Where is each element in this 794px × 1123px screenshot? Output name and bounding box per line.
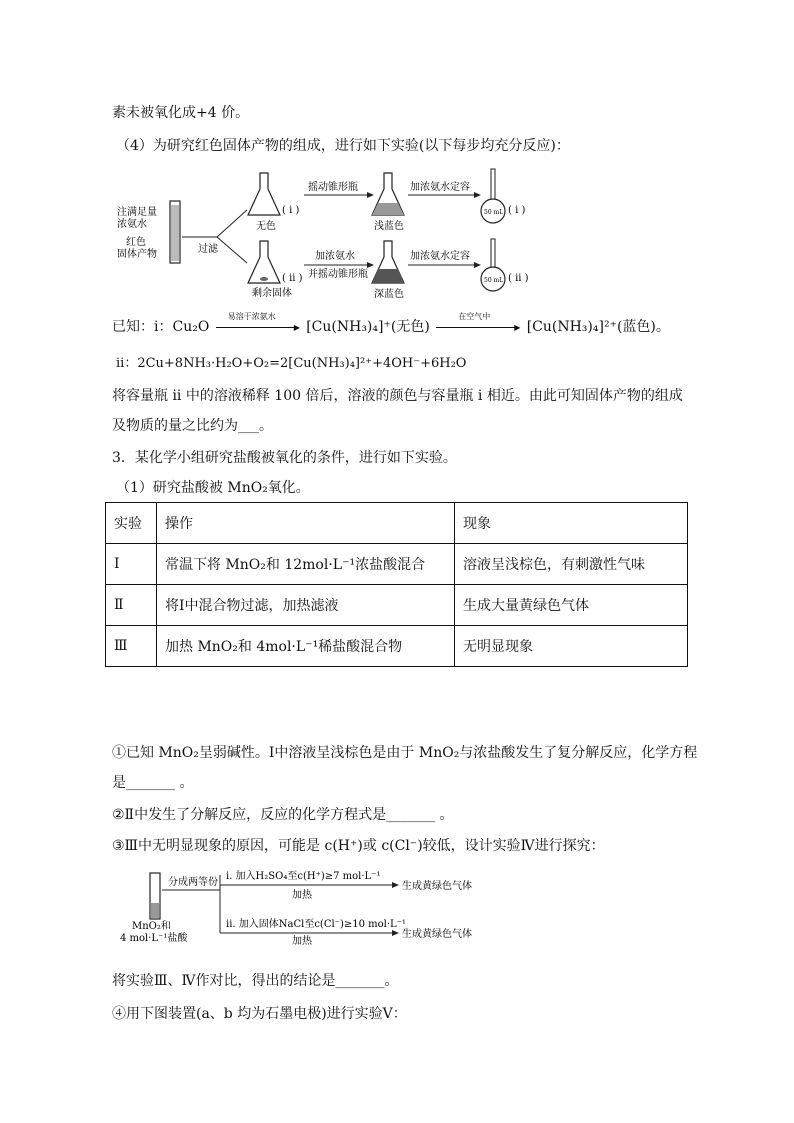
tube-label-4: 固体产物 [117, 249, 157, 260]
conical-flask-icon [248, 241, 280, 283]
flask-ii-caption: 剩余固体 [252, 288, 292, 299]
tube-label-3: 红色 [126, 237, 146, 248]
table-header-cell: 现象 [455, 503, 688, 544]
experiment-diagram-1 [112, 165, 532, 305]
tube-label-1: 注满足量 [117, 207, 157, 218]
table-cell: 加热 MnO₂和 4mol·L⁻¹稀盐酸混合物 [157, 626, 455, 667]
table-cell: 溶液呈浅棕色，有刺激性气味 [455, 544, 688, 585]
branch1-result: 生成黄绿色气体 [402, 881, 472, 892]
table-row [106, 626, 688, 667]
table-row [106, 585, 688, 626]
tube-label-2: 浓氨水 [117, 219, 147, 230]
table-header-cell: 操作 [157, 503, 455, 544]
arrow2-label: 在空气中 [458, 312, 491, 321]
branch2-sub: 加热 [292, 936, 312, 945]
conical-flask-icon [372, 241, 404, 283]
known-mid: [Cu(NH₃)₄]⁺(无色) [306, 319, 430, 335]
reaction-arrow-2: 在空气中 ▶ [434, 320, 522, 334]
q-b: ②Ⅱ中发生了分解反应，反应的化学方程式是_______ 。 [112, 807, 454, 823]
branch1-label: i. 加入H₂SO₄至c(H⁺)≥7 mol·L⁻¹ [226, 871, 381, 882]
q-d: ④用下图装置(a、b 均为石墨电极)进行实验Ⅴ： [112, 1006, 407, 1022]
table-row [106, 544, 688, 585]
known-end: [Cu(NH₃)₄]²⁺(蓝色)。 [526, 319, 670, 335]
table-cell: Ⅲ [106, 626, 157, 667]
table-header-row [106, 503, 688, 544]
tube2-label-2: 4 mol·L⁻¹盐酸 [120, 933, 188, 944]
bottom-result-caption: 深蓝色 [374, 289, 404, 300]
arrow-top-label: 摇动锥形瓶 [308, 182, 358, 193]
tube2-label-1: MnO₂和 [132, 921, 171, 932]
table-cell: 将Ⅰ中混合物过滤，加热滤液 [157, 585, 455, 626]
dilute-text-1: 将容量瓶 ii 中的溶液稀释 100 倍后，溶液的颜色与容量瓶 i 相近。由此可知固体产物的组成 [112, 388, 683, 404]
q3-1: （1）研究盐酸被 MnO₂氧化。 [116, 480, 310, 496]
q-c-conclusion: 将实验Ⅲ、Ⅳ作对比，得出的结论是_______。 [112, 973, 399, 989]
flask-i-caption: 无色 [256, 221, 276, 232]
branch2-result: 生成黄绿色气体 [402, 929, 472, 940]
branch1-sub: 加热 [292, 890, 312, 901]
conical-flask-icon [372, 173, 404, 215]
arrow-top-right-label: 加浓氨水定容 [410, 182, 470, 193]
test-tube-icon [170, 201, 180, 263]
table-cell: 生成大量黄绿色气体 [455, 585, 688, 626]
conical-flask-icon [248, 173, 280, 215]
known-prefix: 已知：i：Cu₂O [112, 319, 210, 335]
q-a-2: 是_______ 。 [112, 775, 194, 791]
table-cell: Ⅰ [106, 544, 157, 585]
arrow1-label: 易溶于浓氨水 [227, 312, 276, 321]
vol-label: 50 mL [484, 277, 504, 284]
arrow-bottom-label-1: 加浓氨水 [315, 251, 355, 262]
vol-flask-i-tag: ( i ) [508, 205, 526, 216]
dilute-text-2: 及物质的量之比约为___。 [112, 418, 273, 434]
vol-flask-ii-tag: ( ii ) [508, 273, 529, 284]
branch2-label: ii. 加入固体NaCl至c(Cl⁻)≥10 mol·L⁻¹ [226, 919, 406, 930]
known-line-1 [112, 312, 670, 336]
known-line-2: ii：2Cu+8NH₃·H₂O+O₂=2[Cu(NH₃)₄]²⁺+4OH⁻+6H₂O [116, 356, 467, 371]
top-text: 素未被氧化成+4 价。 [112, 105, 250, 121]
experiment-table [105, 502, 688, 667]
table-cell: 常温下将 MnO₂和 12mol·L⁻¹浓盐酸混合 [157, 544, 455, 585]
reaction-arrow-1: 易溶于浓氨水 ▶ [214, 320, 302, 334]
split-label: 分成两等份 [168, 877, 218, 888]
flask-ii-tag: ( ii ) [282, 273, 303, 284]
arrow-bottom-right-label: 加浓氨水定容 [410, 251, 470, 262]
filter-label: 过滤 [198, 244, 218, 255]
table-cell: Ⅱ [106, 585, 157, 626]
table-header-cell: 实验 [106, 503, 157, 544]
experiment-diagram-2 [112, 865, 482, 945]
top-result-caption: 浅蓝色 [374, 221, 404, 232]
q4-intro: （4）为研究红色固体产物的组成，进行如下实验(以下每步均充分反应)： [116, 138, 570, 154]
q-c: ③Ⅲ中无明显现象的原因，可能是 c(H⁺)或 c(Cl⁻)较低，设计实验Ⅳ进行探究： [112, 838, 605, 854]
q3-title: 3．某化学小组研究盐酸被氧化的条件，进行如下实验。 [112, 450, 457, 466]
flask-i-tag: ( i ) [282, 205, 300, 216]
table-cell: 无明显现象 [455, 626, 688, 667]
vol-label: 50 mL [484, 209, 504, 216]
test-tube-icon [150, 873, 160, 919]
q-a-1: ①已知 MnO₂呈弱碱性。Ⅰ中溶液呈浅棕色是由于 MnO₂与浓盐酸发生了复分解反应，化学方程 [112, 745, 698, 761]
arrow-bottom-label-2: 并摇动锥形瓶 [308, 269, 368, 280]
